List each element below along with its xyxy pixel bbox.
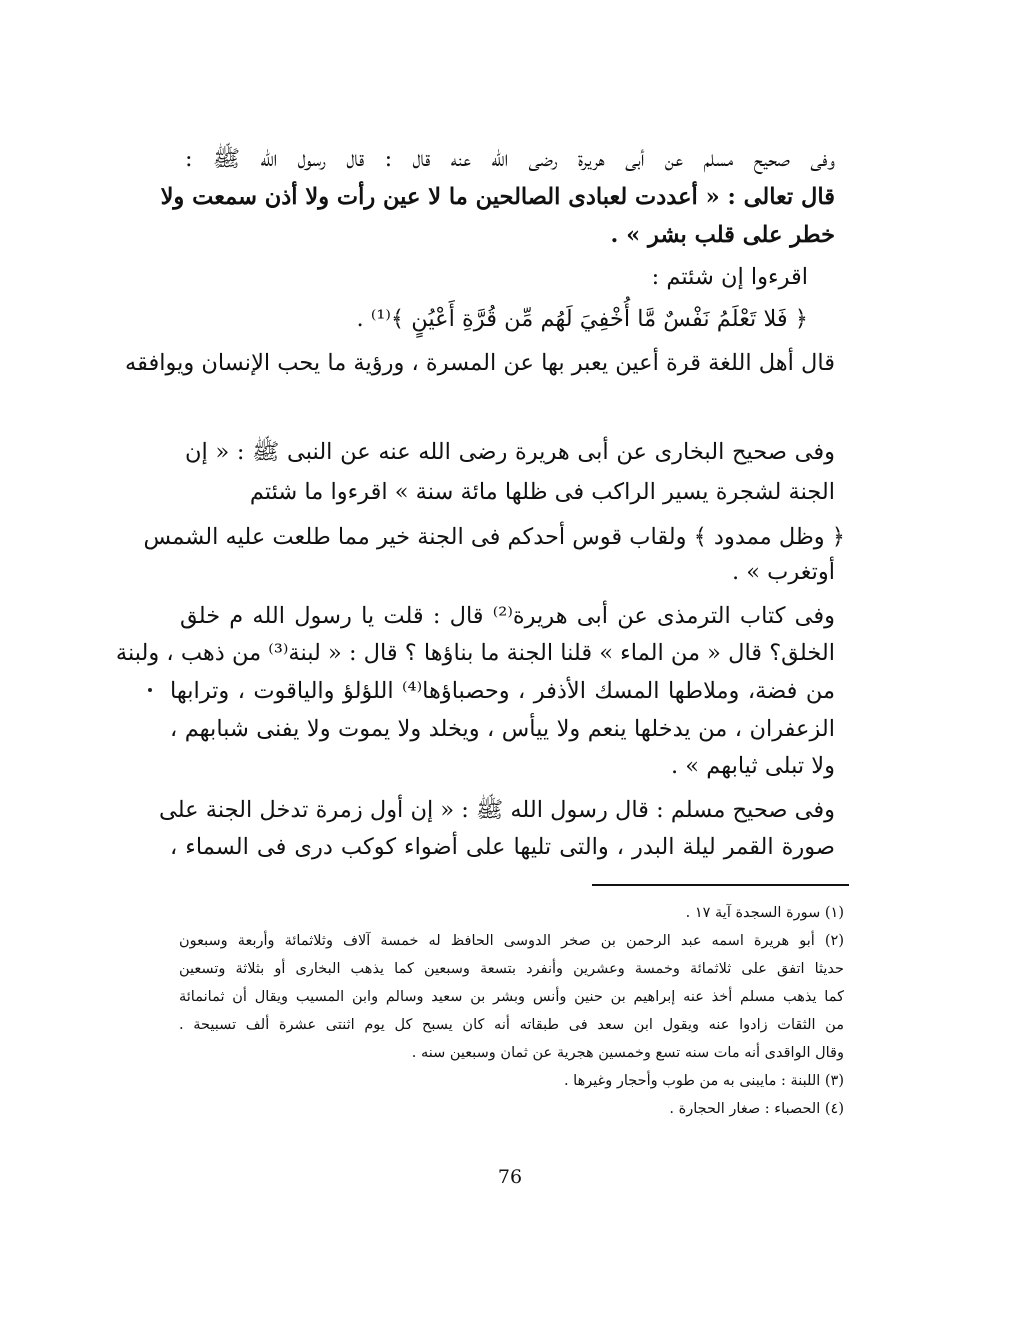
body-line: الجنة لشجرة يسير الراكب فى ظلها مائة سنة » اقرءوا ما شئتم xyxy=(249,479,835,505)
body-line: صورة القمر ليلة البدر ، والتى تليها على أضواء كوكب درى فى السماء ، xyxy=(170,834,835,860)
body-line: وفى صحيح مسلم : قال رسول الله ﷺ : « إن أول زمرة تدخل الجنة على xyxy=(158,797,835,823)
body-line: خطر على قلب بشر » . xyxy=(610,222,835,248)
footnote-line: وقال الواقدى أنه مات سنه تسع وخمسين هجرية عن ثمان وسبعين سنه . xyxy=(411,1045,844,1061)
body-line: وفى صحيح البخارى عن أبى هريرة رضى الله عنه عن النبى ﷺ : « إن xyxy=(185,439,835,465)
body-line: قال تعالى : « أعددت لعبادى الصالحين ما لا عين رأت ولا أذن سمعت ولا xyxy=(160,184,835,210)
footnote-line: حديثا اتفق على ثلاثمائة وخمسة وعشرين وأنفرد بتسعة وسبعين كما يذهب البخارى أو بثلاثة وتسعين xyxy=(179,961,844,977)
body-line: وفى كتاب الترمذى عن أبى هريرة⁽²⁾ قال : قلت يا رسول الله م خلق xyxy=(180,603,835,629)
footnote-line: (٢) أبو هريرة اسمه عبد الرحمن بن صخر الدوسى الحافظ له خمسة آلاف وثلاثمائة وأربعة وسبعون xyxy=(179,933,844,949)
footnote-line: كما يذهب مسلم أخذ عنه إبراهيم بن حنين وأنس وبشر بن سعيد وسالم وابن المسيب ويقال أن ثمانمائة xyxy=(179,989,844,1005)
footnote-separator xyxy=(592,884,849,886)
page-number: 76 xyxy=(497,1166,523,1188)
body-line: ولا تبلى ثيابهم » . xyxy=(671,753,835,779)
body-line: ﴿ وظل ممدود ﴾ ولقاب قوس أحدكم فى الجنة خير مما طلعت عليه الشمس xyxy=(143,524,845,550)
footnote-line: (٣) اللبنة : مايبنى به من طوب وأحجار وغيرها . xyxy=(563,1073,844,1089)
footnote-line: (١) سورة السجدة آية ١٧ . xyxy=(685,905,844,921)
scan-speck xyxy=(148,688,152,692)
body-line: الخلق؟ قال « من الماء » قلنا الجنة ما بناؤها ؟ قال : « لبنة⁽³⁾ من ذهب ، ولبنة xyxy=(115,640,835,666)
body-line: اقرءوا إن شئتم : xyxy=(651,264,808,290)
body-line: أوتغرب » . xyxy=(731,559,835,585)
body-line: قال أهل اللغة قرة أعين يعبر بها عن المسرة ، ورؤية ما يحب الإنسان ويوافقه xyxy=(125,350,835,376)
body-line: الزعفران ، من يدخلها ينعم ولا ييأس ، ويخلد ولا يموت ولا يفنى شبابهم ، xyxy=(170,716,835,742)
footnote-line: من الثقات زادوا عنه ويقول ابن سعد فى طبقاته أنه كان يسبح كل يوم اثنتى عشرة ألف تسبيحة . xyxy=(179,1017,844,1033)
body-line: من فضة، وملاطها المسك الأذفر ، وحصباؤها⁽⁴⁾ اللؤلؤ والياقوت ، وترابها xyxy=(170,678,836,704)
body-line: وفى صحيح مسلم عن أبى هريرة رضى الله عنه قال : قال رسول الله ﷺ : xyxy=(185,146,835,172)
quran-verse: ﴿ فَلا تَعْلَمُ نَفْسٌ مَّا أُخْفِيَ لَهُم مِّن قُرَّةِ أَعْيُنٍ ﴾⁽¹⁾ . xyxy=(356,306,808,332)
footnote-line: (٤) الحصباء : صغار الحجارة . xyxy=(669,1101,844,1117)
